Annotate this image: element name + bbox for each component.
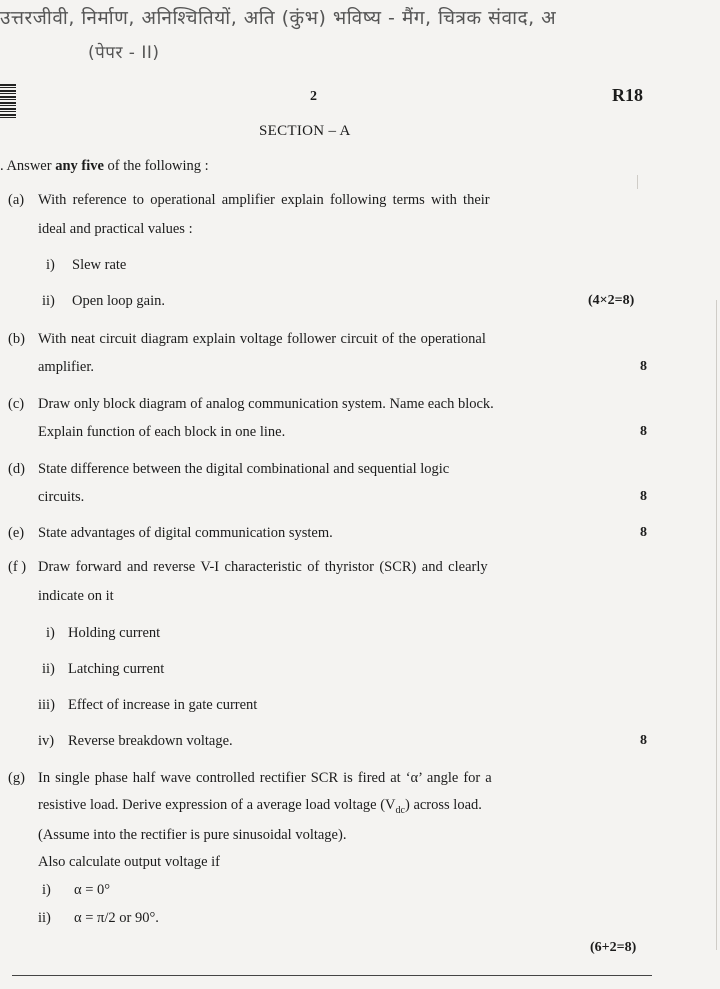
bleed-through-line <box>637 175 638 189</box>
question-g-sub2-label: ii) <box>38 910 51 926</box>
question-b-label: (b) <box>8 331 25 347</box>
question-a-line2: ideal and practical values : <box>38 221 193 237</box>
footer-rule <box>12 975 652 976</box>
question-f-sub1-label: i) <box>46 625 55 641</box>
question-f-sub3-label: iii) <box>38 697 55 713</box>
question-b-marks: 8 <box>640 359 647 374</box>
handwritten-header-line2: (पेपर - II) <box>88 43 160 63</box>
question-a-label: (a) <box>8 192 25 208</box>
question-g-sub2-text: α = π/2 or 90°. <box>74 910 159 926</box>
question-f-sub4-label: iv) <box>38 733 55 749</box>
instruction-prefix: . Answer <box>0 158 56 174</box>
question-a-marks: (4×2=8) <box>588 293 635 308</box>
question-e-line1: State advantages of digital communication system. <box>38 525 333 541</box>
question-e-marks: 8 <box>640 525 647 540</box>
paper-code: R18 <box>612 85 643 105</box>
question-d-line2: circuits. <box>38 489 85 505</box>
question-g-marks: (6+2=8) <box>590 940 637 955</box>
question-f-line2: indicate on it <box>38 588 114 604</box>
question-g-line2-post: ) across load. <box>404 797 482 813</box>
question-c-marks: 8 <box>640 424 647 439</box>
question-f-sub3-text: Effect of increase in gate current <box>68 697 258 713</box>
question-g-line2 <box>38 797 482 816</box>
question-f-sub4-text: Reverse breakdown voltage. <box>68 733 233 749</box>
question-d-line1: State difference between the digital combinational and sequential logic <box>38 461 450 477</box>
question-a-sub1-label: i) <box>46 257 55 273</box>
question-g-line2-pre: resistive load. Derive expression of a average load voltage (V <box>38 797 396 813</box>
question-g-line2-subscript: dc <box>395 804 405 816</box>
section-title: SECTION – A <box>259 123 351 139</box>
question-b-line2: amplifier. <box>38 359 94 375</box>
question-c-label: (c) <box>8 396 25 412</box>
instruction-suffix: of the following : <box>103 158 209 174</box>
question-c-line2: Explain function of each block in one line. <box>38 424 286 440</box>
question-a-sub2-text: Open loop gain. <box>72 293 166 309</box>
question-d-marks: 8 <box>640 489 647 504</box>
question-g-label: (g) <box>8 770 25 786</box>
question-b-line1: With neat circuit diagram explain voltage follower circuit of the operational <box>38 331 486 347</box>
handwritten-header-line1: उत्तरजीवी, निर्माण, अनिश्चितियों, अति (कुंभ) भविष्य - मैंग, चित्रक संवाद, अ <box>0 7 557 29</box>
question-d-label: (d) <box>8 461 25 477</box>
question-g-sub1-text: α = 0° <box>74 882 111 898</box>
question-f-line1: Draw forward and reverse V-I characteristic of thyristor (SCR) and clearly <box>38 559 488 575</box>
question-f-sub1-text: Holding current <box>68 625 161 641</box>
instruction <box>0 158 209 175</box>
instruction-emphasis: any five <box>55 158 104 174</box>
question-g-sub1-label: i) <box>42 882 51 898</box>
question-e-label: (e) <box>8 525 25 541</box>
barcode <box>0 84 16 120</box>
question-g-line4: Also calculate output voltage if <box>38 854 221 870</box>
bleed-through-line <box>716 300 717 950</box>
question-a-line1: With reference to operational amplifier explain following terms with their <box>38 192 490 208</box>
question-g-line3: (Assume into the rectifier is pure sinusoidal voltage). <box>38 827 347 843</box>
question-a-sub2-label: ii) <box>42 293 55 309</box>
page-number: 2 <box>310 89 317 104</box>
question-c-line1: Draw only block diagram of analog communication system. Name each block. <box>38 396 494 412</box>
question-f-label: (f ) <box>8 559 27 575</box>
question-f-sub2-label: ii) <box>42 661 55 677</box>
question-f-sub2-text: Latching current <box>68 661 165 677</box>
question-f-marks: 8 <box>640 733 647 748</box>
question-g-line1: In single phase half wave controlled rectifier SCR is fired at ‘α’ angle for a <box>38 770 492 786</box>
question-a-sub1-text: Slew rate <box>72 257 127 273</box>
